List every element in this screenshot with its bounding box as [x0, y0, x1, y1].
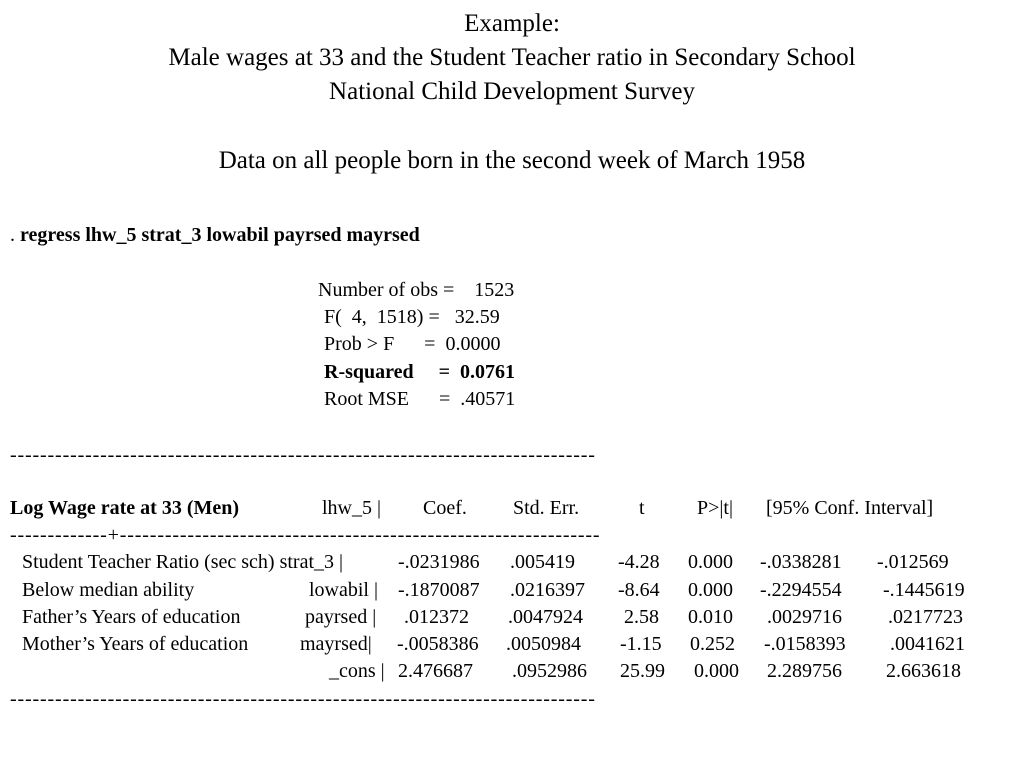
- data-description: Data on all people born in the second week of March 1958: [218, 147, 806, 174]
- rule-bottom: ------------------------------------------------------------------------------: [10, 688, 596, 710]
- row-coef: -.1870087: [398, 579, 480, 601]
- rule-cross-right: ----------------------------------------------------------------: [119, 524, 601, 546]
- col-stderr: Std. Err.: [513, 497, 580, 519]
- command-prefix: .: [10, 224, 20, 246]
- col-conf-interval: [95% Conf. Interval]: [766, 497, 934, 519]
- stat-root-mse: Root MSE = .40571: [324, 388, 516, 410]
- regress-command: [10, 223, 420, 247]
- row-ci-high: .0041621: [890, 633, 965, 655]
- row-coef: .012372: [404, 606, 469, 628]
- slide-title: Example:: [464, 10, 560, 37]
- command-text: regress lhw_5 strat_3 lowabil payrsed mayrsed: [20, 224, 420, 246]
- row-ci-low: 2.289756: [767, 660, 842, 682]
- row-p: 0.010: [688, 606, 733, 628]
- row-stderr: .0216397: [510, 579, 585, 601]
- row-label: Below median ability: [22, 579, 195, 601]
- row-p: 0.000: [688, 551, 733, 573]
- stat-nobs: Number of obs = 1523: [318, 279, 515, 301]
- row-var: mayrsed|: [300, 633, 372, 655]
- rule-cross-left: -------------+: [10, 524, 120, 546]
- row-stderr: .0047924: [508, 606, 583, 628]
- row-label: Father’s Years of education: [22, 606, 241, 628]
- row-ci-low: -.0338281: [760, 551, 842, 573]
- dependent-label: Log Wage rate at 33 (Men): [10, 497, 240, 519]
- row-t: 2.58: [624, 606, 659, 628]
- table-row: [0, 550, 1024, 574]
- col-p: P>|t|: [697, 497, 733, 519]
- row-t: -8.64: [618, 579, 660, 601]
- row-ci-high: 2.663618: [886, 660, 961, 682]
- dependent-var: lhw_5 |: [322, 497, 382, 519]
- table-row: [0, 659, 1024, 683]
- row-stderr: .005419: [510, 551, 575, 573]
- row-coef: -.0231986: [398, 551, 480, 573]
- rule-top: ------------------------------------------------------------------------------: [10, 444, 596, 466]
- stat-f: F( 4, 1518) = 32.59: [324, 306, 500, 328]
- row-t: 25.99: [620, 660, 665, 682]
- row-stderr: .0952986: [512, 660, 587, 682]
- table-row: [0, 632, 1024, 656]
- slide-subtitle: Male wages at 33 and the Student Teacher ratio in Secondary School: [168, 44, 856, 71]
- row-p: 0.000: [694, 660, 739, 682]
- rule-cross: [10, 523, 600, 547]
- row-label: Student Teacher Ratio (sec sch) strat_3 |: [22, 551, 344, 573]
- row-ci-low: -.0158393: [764, 633, 846, 655]
- table-row: [0, 578, 1024, 602]
- row-ci-low: .0029716: [767, 606, 842, 628]
- row-p: 0.252: [690, 633, 735, 655]
- table-row: [0, 605, 1024, 629]
- row-t: -4.28: [618, 551, 660, 573]
- row-coef: -.0058386: [397, 633, 479, 655]
- stat-r-squared: R-squared = 0.0761: [324, 361, 516, 383]
- row-var: payrsed |: [305, 606, 377, 628]
- row-label: Mother’s Years of education: [22, 633, 249, 655]
- row-ci-high: -.012569: [877, 551, 949, 573]
- row-var: lowabil |: [309, 579, 378, 601]
- table-header: [0, 496, 1024, 520]
- row-ci-high: -.1445619: [883, 579, 965, 601]
- row-stderr: .0050984: [506, 633, 581, 655]
- col-t: t: [639, 497, 645, 519]
- row-p: 0.000: [688, 579, 733, 601]
- survey-name: National Child Development Survey: [329, 78, 695, 105]
- row-ci-low: -.2294554: [760, 579, 842, 601]
- col-coef: Coef.: [423, 497, 467, 519]
- row-ci-high: .0217723: [888, 606, 963, 628]
- stat-prob: Prob > F = 0.0000: [324, 333, 501, 355]
- row-t: -1.15: [620, 633, 662, 655]
- row-coef: 2.476687: [398, 660, 473, 682]
- row-var: _cons |: [329, 660, 385, 682]
